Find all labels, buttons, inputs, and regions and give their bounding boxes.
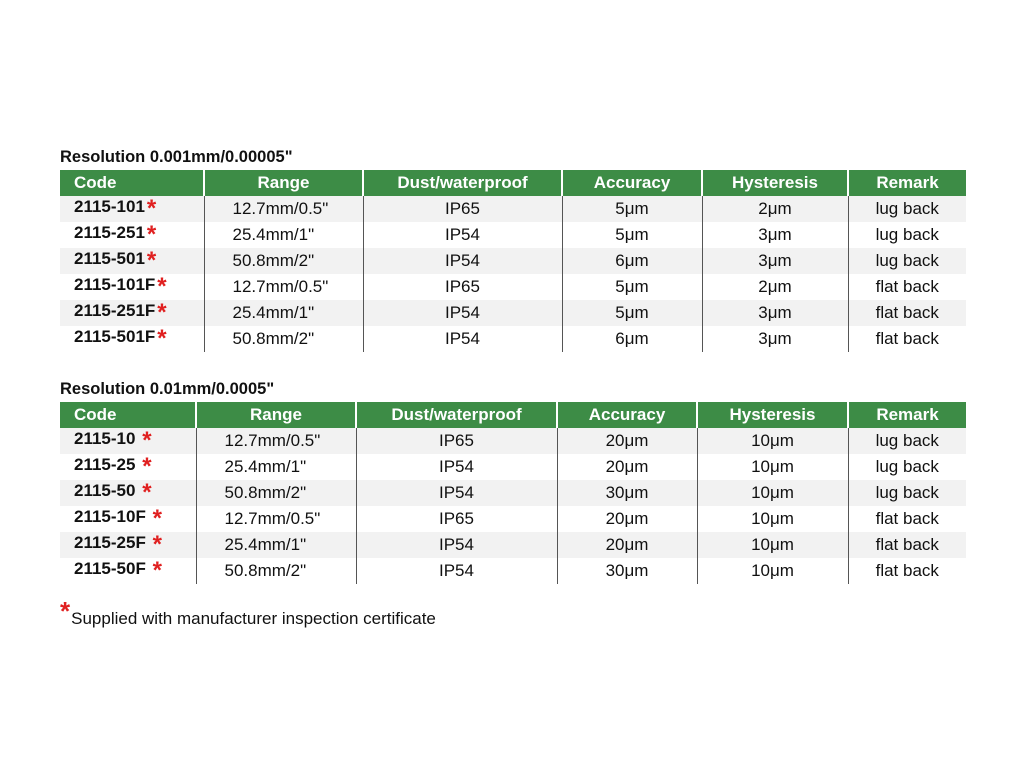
hysteresis-cell: 3μm (702, 248, 848, 274)
ip-rating-cell: IP65 (363, 196, 562, 222)
accuracy-cell: 6μm (562, 326, 702, 352)
code-text: 2115-10F (74, 507, 146, 526)
hysteresis-cell: 10μm (697, 558, 848, 584)
hysteresis-cell: 3μm (702, 300, 848, 326)
range-cell: 25.4mm/1" (196, 454, 356, 480)
certificate-asterisk: * (157, 325, 167, 352)
accuracy-cell: 30μm (557, 480, 697, 506)
certificate-asterisk: * (142, 479, 152, 506)
remark-cell: lug back (848, 222, 966, 248)
code-cell (60, 506, 196, 532)
ip-rating-cell: IP65 (356, 428, 557, 454)
accuracy-cell: 6μm (562, 248, 702, 274)
range-cell: 50.8mm/2" (204, 326, 363, 352)
table-row (60, 506, 966, 532)
code-cell (60, 326, 204, 352)
code-text: 2115-501 (74, 249, 145, 268)
code-cell (60, 558, 196, 584)
code-cell (60, 532, 196, 558)
column-header-accuracy: Accuracy (562, 170, 702, 196)
table-row (60, 326, 966, 352)
accuracy-cell: 5μm (562, 300, 702, 326)
accuracy-cell: 20μm (557, 454, 697, 480)
hysteresis-cell: 10μm (697, 480, 848, 506)
hysteresis-cell: 10μm (697, 506, 848, 532)
hysteresis-cell: 10μm (697, 532, 848, 558)
hysteresis-cell: 2μm (702, 274, 848, 300)
column-header-remark: Remark (848, 170, 966, 196)
remark-cell: lug back (848, 454, 966, 480)
spec-table (60, 170, 966, 352)
column-header-remark: Remark (848, 402, 966, 428)
footnote-asterisk: * (60, 596, 71, 626)
certificate-asterisk: * (157, 273, 167, 300)
range-cell: 25.4mm/1" (196, 532, 356, 558)
code-text: 2115-251F (74, 301, 156, 320)
remark-cell: flat back (848, 326, 966, 352)
code-text: 2115-25F (74, 533, 146, 552)
remark-cell: lug back (848, 480, 966, 506)
certificate-asterisk: * (142, 453, 152, 480)
range-cell: 50.8mm/2" (196, 480, 356, 506)
column-header-range: Range (204, 170, 363, 196)
remark-cell: flat back (848, 506, 966, 532)
accuracy-cell: 30μm (557, 558, 697, 584)
section-title: Resolution 0.01mm/0.0005" (60, 380, 275, 398)
table-row (60, 558, 966, 584)
accuracy-cell: 5μm (562, 196, 702, 222)
column-header-accuracy: Accuracy (557, 402, 697, 428)
certificate-asterisk: * (152, 557, 162, 584)
remark-cell: lug back (848, 248, 966, 274)
column-header-range: Range (196, 402, 356, 428)
code-cell (60, 480, 196, 506)
ip-rating-cell: IP54 (356, 532, 557, 558)
remark-cell: flat back (848, 532, 966, 558)
code-text: 2115-50F (74, 559, 146, 578)
hysteresis-cell: 3μm (702, 222, 848, 248)
range-cell: 50.8mm/2" (204, 248, 363, 274)
code-text: 2115-10 (74, 429, 136, 448)
code-cell (60, 274, 204, 300)
code-text: 2115-251 (74, 223, 145, 242)
certificate-asterisk: * (146, 221, 157, 248)
range-cell: 25.4mm/1" (204, 300, 363, 326)
spec-table (60, 402, 966, 584)
remark-cell: flat back (848, 558, 966, 584)
ip-rating-cell: IP54 (356, 454, 557, 480)
column-header-hysteresis: Hysteresis (697, 402, 848, 428)
range-cell: 25.4mm/1" (204, 222, 363, 248)
accuracy-cell: 5μm (562, 222, 702, 248)
certificate-asterisk: * (152, 505, 162, 532)
table-row (60, 248, 966, 274)
table-row (60, 274, 966, 300)
table-row (60, 300, 966, 326)
code-text: 2115-101 (74, 197, 145, 216)
code-cell (60, 222, 204, 248)
column-header-code: Code (60, 402, 196, 428)
range-cell: 12.7mm/0.5" (204, 274, 363, 300)
table-row (60, 222, 966, 248)
code-text: 2115-50 (74, 481, 136, 500)
certificate-asterisk: * (152, 531, 162, 558)
certificate-asterisk: * (157, 299, 167, 326)
code-cell (60, 454, 196, 480)
table-header-row (60, 170, 966, 196)
remark-cell: flat back (848, 300, 966, 326)
certificate-asterisk: * (146, 195, 157, 222)
certificate-asterisk: * (142, 427, 152, 454)
code-cell (60, 248, 204, 274)
ip-rating-cell: IP54 (363, 248, 562, 274)
table-row (60, 196, 966, 222)
column-header-dust-waterproof: Dust/waterproof (356, 402, 557, 428)
code-cell (60, 196, 204, 222)
section-title: Resolution 0.001mm/0.00005" (60, 148, 293, 166)
ip-rating-cell: IP54 (363, 222, 562, 248)
footnote (60, 598, 436, 629)
accuracy-cell: 5μm (562, 274, 702, 300)
range-cell: 12.7mm/0.5" (196, 506, 356, 532)
ip-rating-cell: IP54 (363, 300, 562, 326)
footnote-text: Supplied with manufacturer inspection certificate (71, 609, 436, 628)
certificate-asterisk: * (146, 247, 157, 274)
range-cell: 12.7mm/0.5" (196, 428, 356, 454)
spec-section-001mm (60, 376, 966, 584)
accuracy-cell: 20μm (557, 532, 697, 558)
code-text: 2115-501F (74, 327, 156, 346)
range-cell: 12.7mm/0.5" (204, 196, 363, 222)
remark-cell: lug back (848, 428, 966, 454)
code-cell (60, 428, 196, 454)
ip-rating-cell: IP54 (356, 480, 557, 506)
ip-rating-cell: IP54 (356, 558, 557, 584)
table-row (60, 480, 966, 506)
code-cell (60, 300, 204, 326)
accuracy-cell: 20μm (557, 428, 697, 454)
column-header-code: Code (60, 170, 204, 196)
table-row (60, 454, 966, 480)
hysteresis-cell: 2μm (702, 196, 848, 222)
range-cell: 50.8mm/2" (196, 558, 356, 584)
hysteresis-cell: 10μm (697, 428, 848, 454)
table-row (60, 428, 966, 454)
ip-rating-cell: IP54 (363, 326, 562, 352)
ip-rating-cell: IP65 (356, 506, 557, 532)
code-text: 2115-101F (74, 275, 156, 294)
table-header-row (60, 402, 966, 428)
spec-section-0001mm (60, 144, 966, 352)
accuracy-cell: 20μm (557, 506, 697, 532)
hysteresis-cell: 10μm (697, 454, 848, 480)
table-row (60, 532, 966, 558)
ip-rating-cell: IP65 (363, 274, 562, 300)
column-header-dust-waterproof: Dust/waterproof (363, 170, 562, 196)
code-text: 2115-25 (74, 455, 136, 474)
hysteresis-cell: 3μm (702, 326, 848, 352)
remark-cell: flat back (848, 274, 966, 300)
column-header-hysteresis: Hysteresis (702, 170, 848, 196)
remark-cell: lug back (848, 196, 966, 222)
